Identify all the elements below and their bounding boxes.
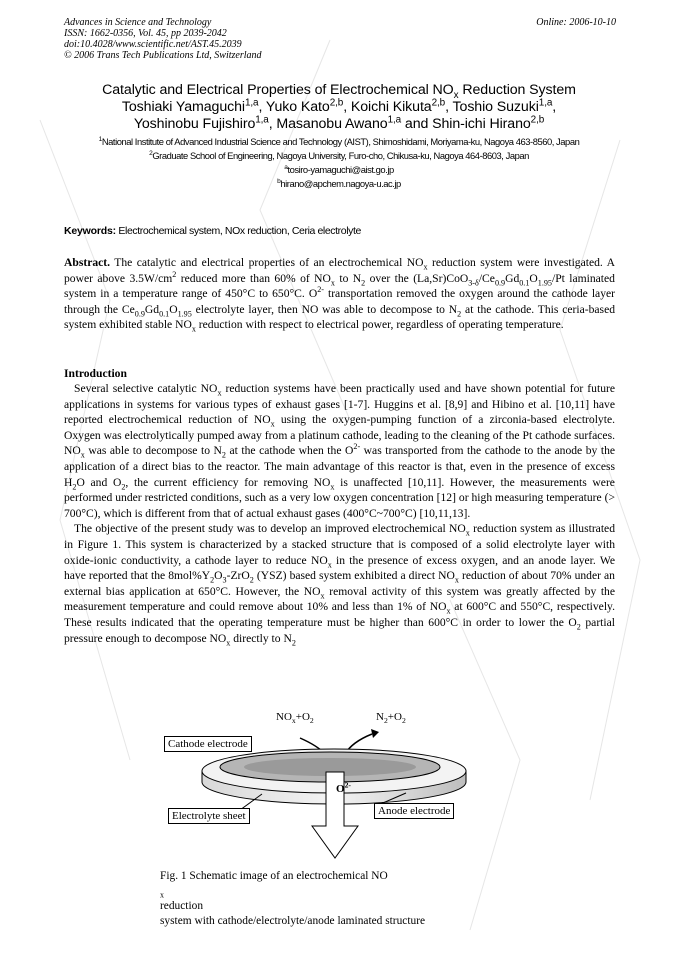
nox-label: $NO_x+O_2$	[276, 711, 314, 726]
issn: ISSN: 1662-0356, Vol. 45, pp 2039-2042	[64, 28, 227, 39]
electrolyte-label: Electrolyte sheet	[168, 808, 250, 824]
section-heading-introduction: Introduction	[64, 367, 127, 380]
affiliation-2: $^2$Graduate School of Engineering, Nagoya University, Furo-cho, Chikusa-ku, Nagoya 464-8603, Japan	[149, 149, 529, 161]
cell-schematic	[160, 708, 470, 868]
figure-caption	[160, 869, 560, 929]
title-block	[58, 82, 620, 191]
author-name: Koichi Kikuta	[350, 99, 432, 115]
intro-paragraph-1: Several selective catalytic $NO_x$ reduction systems have been practically used and have shown potential for future applications in systems for various types of exhaust gases [1-7]. Huggins et al. [8,9] and Hibino et al. [10,11] have reported electrochemical reduction of $NO_x$ using the oxygen-pumping function of a zirconia-based electrolyte. Oxygen was electrolytically pumped away from a platinum cathode, leading to the cleaning of the Pt cathode surfaces. $NO_x$ was able to decompose to $N_2$ at the cathode when the $O^{2-}$ was transported from the cathode to the anode by the application of a direct bias to the reactor. The main advantage of this reactor is that, even in the presence of excess $H_2O$ and $O_2$, the current efficiency for removing $NO_x$ is unaffected [10,11]. However, the measurements were performed under restricted conditions, such as a very low oxygen concentration [12] or high measuring temperature (> 700°C), which is different from that of actual exhaust gases (400°C~700°C) [10,11,13].	[64, 382, 616, 520]
author-name: Shin-ichi Hirano	[432, 116, 531, 132]
keywords	[64, 225, 361, 237]
keywords-text: Electrochemical system, NOx reduction, Ceria electrolyte	[115, 225, 361, 237]
email-a: $^a$tosiro-yamaguchi@aist.go.jp	[284, 163, 394, 175]
online-date: Online: 2006-10-10	[536, 17, 616, 28]
n2-label: $N_2+O_2$	[376, 711, 406, 726]
introduction	[64, 381, 615, 646]
intro-paragraph-2: The objective of the present study was to develop an improved electrochemical $NO_x$ reduction system as illustrated in Figure 1. This system is characterized by a stacked structure that is composed of a solid electrolyte layer with oxide-ionic conductivity, a cathode layer to reduce $NO_x$ in the presence of excess oxygen, and an anode layer. We have reported that the $8mol\%Y_2O_3-ZrO_2$ (YSZ) based system exhibited a direct $NO_x$ reduction of about 70% under an external bias application at 650°C. However, the $NO_x$ removal activity of this system was greatly affected by the measurement temperature and could remove about 10% and less than 1% of $NO_x$ at 600°C and 550°C, respectively. These results indicated that the operating temperature must be higher than 600°C in order to lower the $O_2$ partial pressure enough to decompose $NO_x$ directly to $N_2$	[64, 522, 616, 647]
caption-line-1: Fig. 1 Schematic image of an electrochemical NO $_x$ reduction	[160, 870, 388, 912]
o2-ion-label: $O^{2-}$	[336, 780, 351, 795]
doi: doi:10.4028/www.scientific.net/AST.45.2039	[64, 39, 242, 50]
n2-out-arrowhead	[371, 729, 379, 738]
copyright: © 2006 Trans Tech Publications Ltd, Switzerland	[64, 50, 262, 61]
author-name: Toshio Suzuki	[452, 99, 539, 115]
abstract	[64, 255, 615, 333]
author-name: Toshiaki Yamaguchi	[121, 99, 245, 115]
cathode-label: Cathode electrode	[164, 736, 252, 752]
abstract-paragraph: Abstract. The catalytic and electrical properties of an electrochemical $NO_x$ reduction system were investigated. A power above $3.5W/cm^2$ reduced more than 60% of $NO_x$ to $N_2$ over the $(La,Sr)CoO_{3-\delta}/Ce_{0.9}Gd_{0.1}O_{1.95}/Pt$ laminated system in a temperature range of 450°C to 650°C. $O^{2-}$ transportation removed the oxygen around the cathode layer through the $Ce_{0.9}Gd_{0.1}O_{1.95}$ electrolyte layer, then NO was able to decompose to $N_2$ at the cathode. This ceria-based system exhibited stable $NO_x$ reduction with respect to electrical power, regardless of operating temperature.	[64, 256, 616, 334]
journal-header	[64, 17, 616, 61]
authors-line-2: Yoshinobu Fujishiro$^{1,a}$, Masanobu Awano$^{1,a}$ and Shin-ichi Hirano$^{2,b}$	[133, 114, 545, 132]
caption-line-2: system with cathode/electrolyte/anode laminated structure	[160, 915, 426, 927]
authors-line-1: Toshiaki Yamaguchi$^{1,a}$, Yuko Kato$^{2,b}$, Koichi Kikuta$^{2,b}$, Toshio Suzuki$^{1,a}$,	[121, 97, 557, 115]
paper-title: Catalytic and Electrical Properties of Electrochemical $NO_x$ Reduction System	[102, 82, 576, 101]
journal-name: Advances in Science and Technology	[64, 17, 212, 28]
affiliation-1: $^1$National Institute of Advanced Industrial Science and Technology (AIST), Shimoshidami, Moriyama-ku, Nagoya 463-8560, Japan	[98, 135, 580, 147]
author-name: Masanobu Awano	[276, 116, 388, 132]
figure-1	[160, 708, 470, 868]
email-b: $^b$hirano@apchem.nagoya-u.ac.jp	[277, 177, 401, 189]
anode-label: Anode electrode	[374, 803, 454, 819]
author-name: Yuko Kato	[265, 99, 330, 115]
author-name: Yoshinobu Fujishiro	[133, 116, 256, 132]
keywords-label: Keywords:	[64, 225, 116, 237]
